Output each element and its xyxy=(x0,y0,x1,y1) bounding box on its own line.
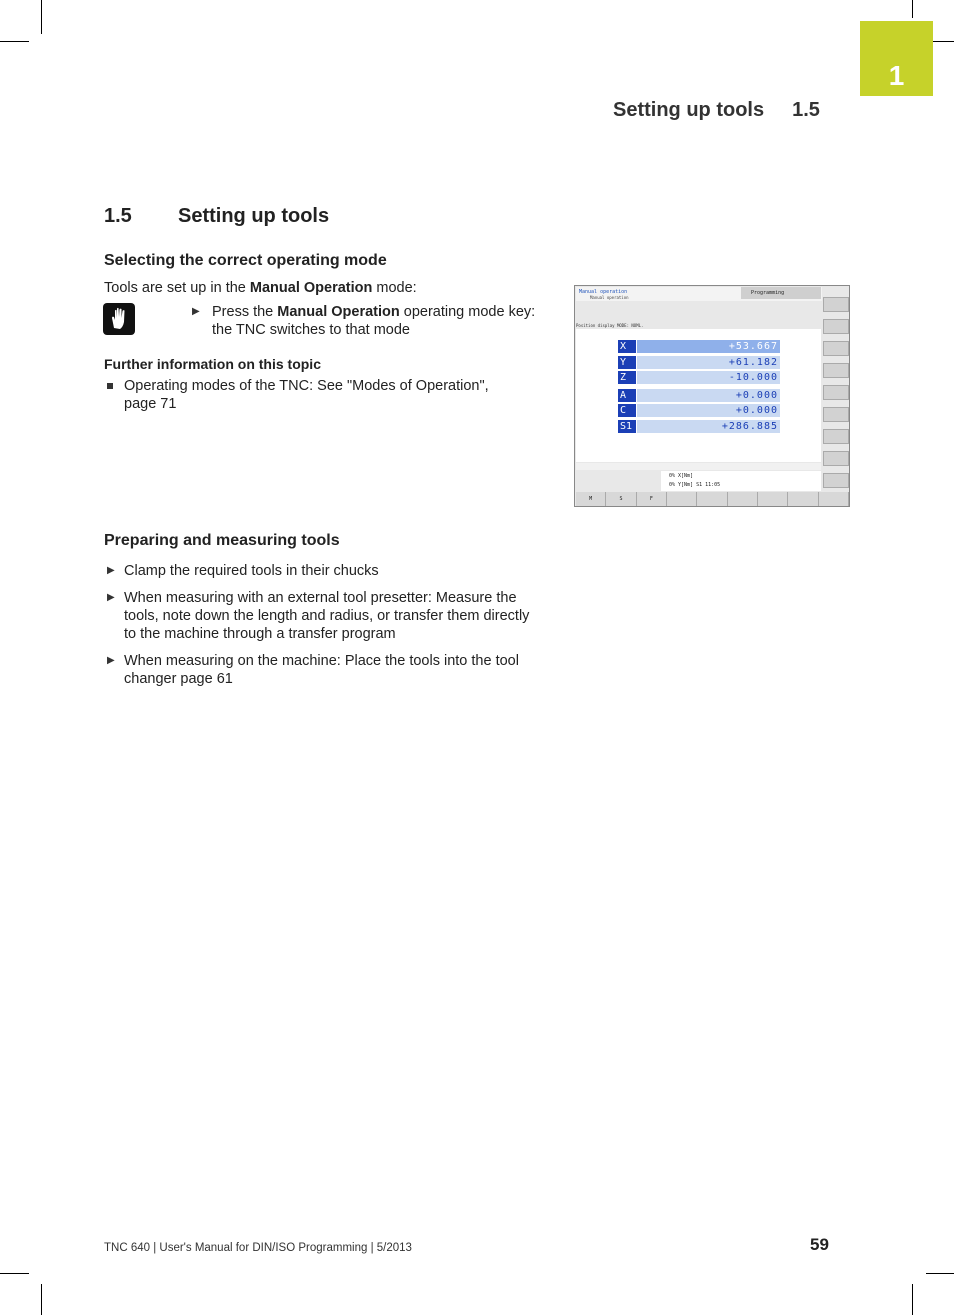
tnc-axis-label: X xyxy=(618,340,636,353)
tnc-side-softkey[interactable] xyxy=(823,341,849,356)
list-item-line: Clamp the required tools in their chucks xyxy=(124,563,379,579)
tnc-axis-label: Y xyxy=(618,356,636,369)
list-arrow-icon: ▶ xyxy=(107,655,115,666)
list-item-line: When measuring on the machine: Place the tools into the tool xyxy=(124,653,519,669)
section-title-text: Setting up tools xyxy=(178,205,330,227)
list-item-line: to the machine through a transfer program xyxy=(124,626,396,642)
tnc-bottom-info xyxy=(661,471,821,491)
running-head xyxy=(613,99,820,122)
page-number: 59 xyxy=(810,1235,829,1254)
tnc-side-softkey[interactable] xyxy=(823,429,849,444)
step-pre: Press the xyxy=(212,304,278,320)
tnc-axis-row xyxy=(618,420,780,433)
step-text xyxy=(212,303,535,339)
step-line2: the TNC switches to that mode xyxy=(212,322,410,338)
tnc-mode-sub: Manual operation xyxy=(590,295,629,300)
tnc-axis-row xyxy=(618,356,780,369)
tnc-softkey-s[interactable]: S xyxy=(606,492,636,506)
step-bold: Manual Operation xyxy=(277,304,400,320)
tnc-side-softkey[interactable] xyxy=(823,363,849,378)
further-info-item xyxy=(124,377,489,413)
crop-mark xyxy=(0,41,29,42)
chapter-tab xyxy=(860,21,933,96)
tnc-softkey[interactable] xyxy=(667,492,697,506)
tnc-axis-value: +0.000 xyxy=(637,389,780,402)
step-arrow-icon: ▶ xyxy=(192,306,200,317)
list-item-line: When measuring with an external tool presetter: Measure the xyxy=(124,590,517,606)
tnc-axis-label: A xyxy=(618,389,636,402)
further-line2: page 71 xyxy=(124,396,177,412)
list-arrow-icon: ▶ xyxy=(107,592,115,603)
running-head-title: Setting up tools xyxy=(613,99,765,121)
tnc-axis-label: S1 xyxy=(618,420,636,433)
tnc-softkey-m[interactable]: M xyxy=(576,492,606,506)
subsection-title-mode: Selecting the correct operating mode xyxy=(104,252,387,269)
tnc-softkey[interactable] xyxy=(758,492,788,506)
crop-mark xyxy=(0,1273,29,1274)
crop-mark xyxy=(926,1273,954,1274)
intro-post: mode: xyxy=(372,280,417,296)
tnc-side-softkey[interactable] xyxy=(823,473,849,488)
list-item-line: changer page 61 xyxy=(124,671,233,687)
tnc-axis-row xyxy=(618,389,780,402)
tnc-main-area xyxy=(576,329,821,462)
intro-bold: Manual Operation xyxy=(249,280,373,296)
tnc-axis-value: +286.885 xyxy=(637,420,780,433)
running-head-number: 1.5 xyxy=(792,99,820,121)
list-item-line: tools, note down the length and radius, or transfer them directly xyxy=(124,608,530,624)
tnc-side-softkey[interactable] xyxy=(823,407,849,422)
further-info-title: Further information on this topic xyxy=(104,356,321,372)
tnc-bottom-line2: 0% Y[Nm] S1 11:05 xyxy=(669,482,721,488)
tnc-axis-value: +61.182 xyxy=(637,356,780,369)
tnc-softkey[interactable] xyxy=(697,492,727,506)
tnc-axis-value: +0.000 xyxy=(637,404,780,417)
subsection-title-preparing: Preparing and measuring tools xyxy=(104,532,340,549)
tnc-side-softkey[interactable] xyxy=(823,451,849,466)
intro-text xyxy=(104,279,417,297)
tnc-softkey[interactable] xyxy=(728,492,758,506)
tnc-side-softkey[interactable] xyxy=(823,319,849,334)
tnc-side-softkeys xyxy=(823,287,849,491)
section-title xyxy=(104,205,329,228)
list-item xyxy=(124,562,379,580)
tnc-axis-label: Z xyxy=(618,371,636,384)
intro-pre: Tools are set up in the xyxy=(104,280,250,296)
tnc-softkey-bar xyxy=(576,492,849,506)
tnc-axis-row xyxy=(618,371,780,384)
section-number: 1.5 xyxy=(104,205,132,227)
chapter-number: 1 xyxy=(888,60,905,91)
hand-key-icon xyxy=(103,303,135,335)
tnc-bottom-line1: 0% X[Nm] xyxy=(669,473,694,479)
tnc-programming-tab[interactable]: Programming xyxy=(741,287,821,299)
tnc-screenshot xyxy=(574,285,850,507)
tnc-softkey[interactable] xyxy=(819,492,849,506)
list-item xyxy=(124,652,519,688)
crop-mark xyxy=(912,1284,913,1315)
further-line1: Operating modes of the TNC: See "Modes of Operation", xyxy=(124,378,489,394)
crop-mark xyxy=(912,0,913,18)
tnc-side-softkey[interactable] xyxy=(823,297,849,312)
tnc-axis-value: +53.667 xyxy=(637,340,780,353)
list-arrow-icon: ▶ xyxy=(107,565,115,576)
tnc-axis-value: -10.000 xyxy=(637,371,780,384)
crop-mark xyxy=(41,1284,42,1315)
tnc-softkey[interactable] xyxy=(788,492,818,506)
tnc-axis-label: C xyxy=(618,404,636,417)
tnc-axis-row xyxy=(618,340,780,353)
tnc-axis-row xyxy=(618,404,780,417)
step-post: operating mode key: xyxy=(399,304,536,320)
tnc-side-softkey[interactable] xyxy=(823,385,849,400)
tnc-mode-active: Manual operation xyxy=(579,289,628,295)
list-item xyxy=(124,589,529,643)
square-bullet-icon xyxy=(107,383,113,389)
footer-text: TNC 640 | User's Manual for DIN/ISO Programming | 5/2013 xyxy=(104,1242,412,1254)
crop-mark xyxy=(41,0,42,34)
tnc-position-display: Position display MODE: NOML. xyxy=(576,323,644,328)
tnc-status-strip xyxy=(576,463,821,470)
tnc-softkey-f[interactable]: F xyxy=(637,492,667,506)
